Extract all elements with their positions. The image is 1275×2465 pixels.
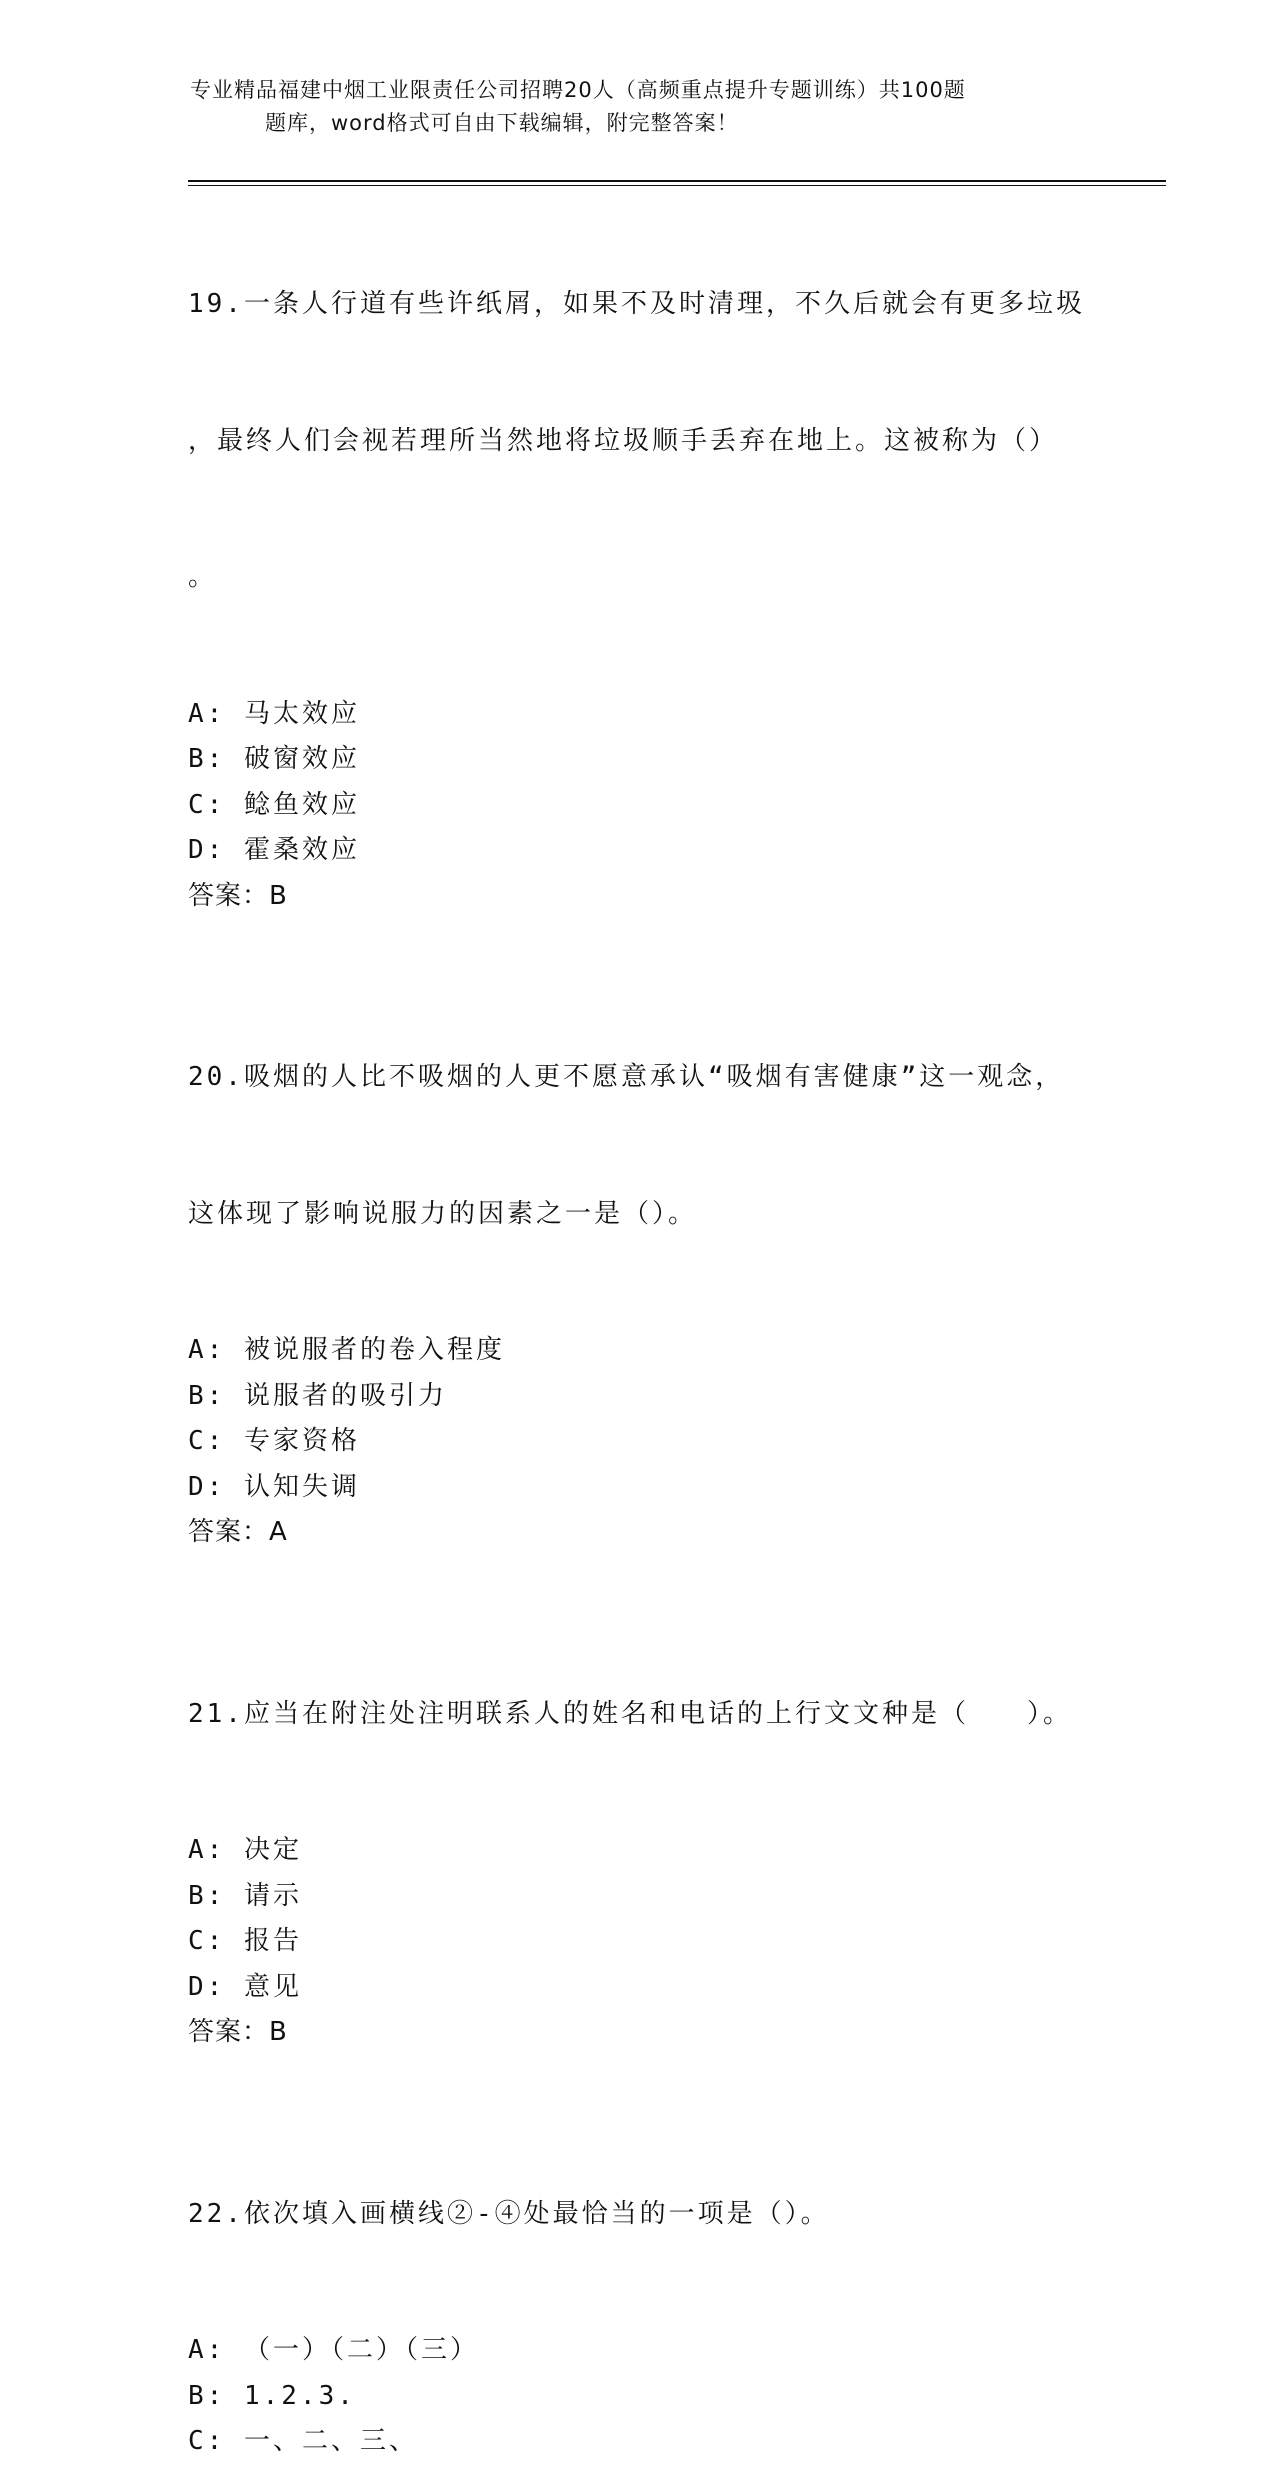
option-a: A: 被说服者的卷入程度: [188, 1335, 505, 1365]
header-divider-thick: [188, 180, 1166, 182]
question-stem: [188, 191, 1088, 692]
answer-line: 答案：B: [188, 880, 288, 911]
option-b: B: 说服者的吸引力: [188, 1380, 447, 1411]
question-stem-line: 这体现了影响说服力的因素之一是（）。: [188, 1198, 698, 1229]
option-b: B: 破窗效应: [188, 744, 360, 774]
question-stem: [188, 964, 1088, 1328]
option-d: D: 认知失调: [188, 1471, 360, 1502]
answer-line: 答案：B: [188, 2017, 288, 2047]
question-20: [188, 964, 1088, 1556]
option-a: A: 马太效应: [188, 698, 360, 729]
option-c: C: 报告: [188, 1926, 302, 1956]
question-stem-line: ，最终人们会视若理所当然地将垃圾顺手丢弃在地上。这被称为（）: [188, 425, 1059, 456]
option-b: B: 请示: [188, 1880, 302, 1911]
answer-line: 答案：A: [188, 1517, 288, 1547]
option-d: D: 霍桑效应: [188, 835, 360, 865]
option-c: C: 鲶鱼效应: [188, 789, 360, 820]
question-stem-line: 22.依次填入画横线②-④处最恰当的一项是（）。: [188, 2198, 830, 2229]
question-22: [188, 2101, 1088, 2465]
header-title-line-2: 题库，word格式可自由下载编辑，附完整答案！: [265, 111, 739, 135]
question-stem: [188, 2101, 1088, 2329]
option-a: A: （一）（二）（三）: [188, 2335, 479, 2365]
question-19: [188, 191, 1088, 919]
header-title-line-1: 专业精品福建中烟工业限责任公司招聘20人（高频重点提升专题训练）共100题: [190, 78, 966, 102]
option-b: B: 1.2.3.: [188, 2380, 356, 2411]
question-stem-line: 。: [188, 562, 218, 592]
option-c: C: 一、二、三、: [188, 2426, 418, 2456]
question-stem: [188, 1601, 1088, 1829]
question-stem-line: 19.一条人行道有些许纸屑，如果不及时清理，不久后就会有更多垃圾: [188, 289, 1085, 319]
question-stem-line: 21.应当在附注处注明联系人的姓名和电话的上行文文种是（ ）。: [188, 1698, 1072, 1729]
option-a: A: 决定: [188, 1835, 302, 1865]
question-21: [188, 1601, 1088, 2056]
option-c: C: 专家资格: [188, 1426, 360, 1456]
option-d: D: 意见: [188, 1971, 302, 2002]
question-list: [188, 191, 1088, 2465]
document-header: [190, 74, 1090, 140]
question-stem-line: 20.吸烟的人比不吸烟的人更不愿意承认“吸烟有害健康”这一观念，: [188, 1062, 1065, 1092]
header-divider-thin: [188, 185, 1166, 186]
